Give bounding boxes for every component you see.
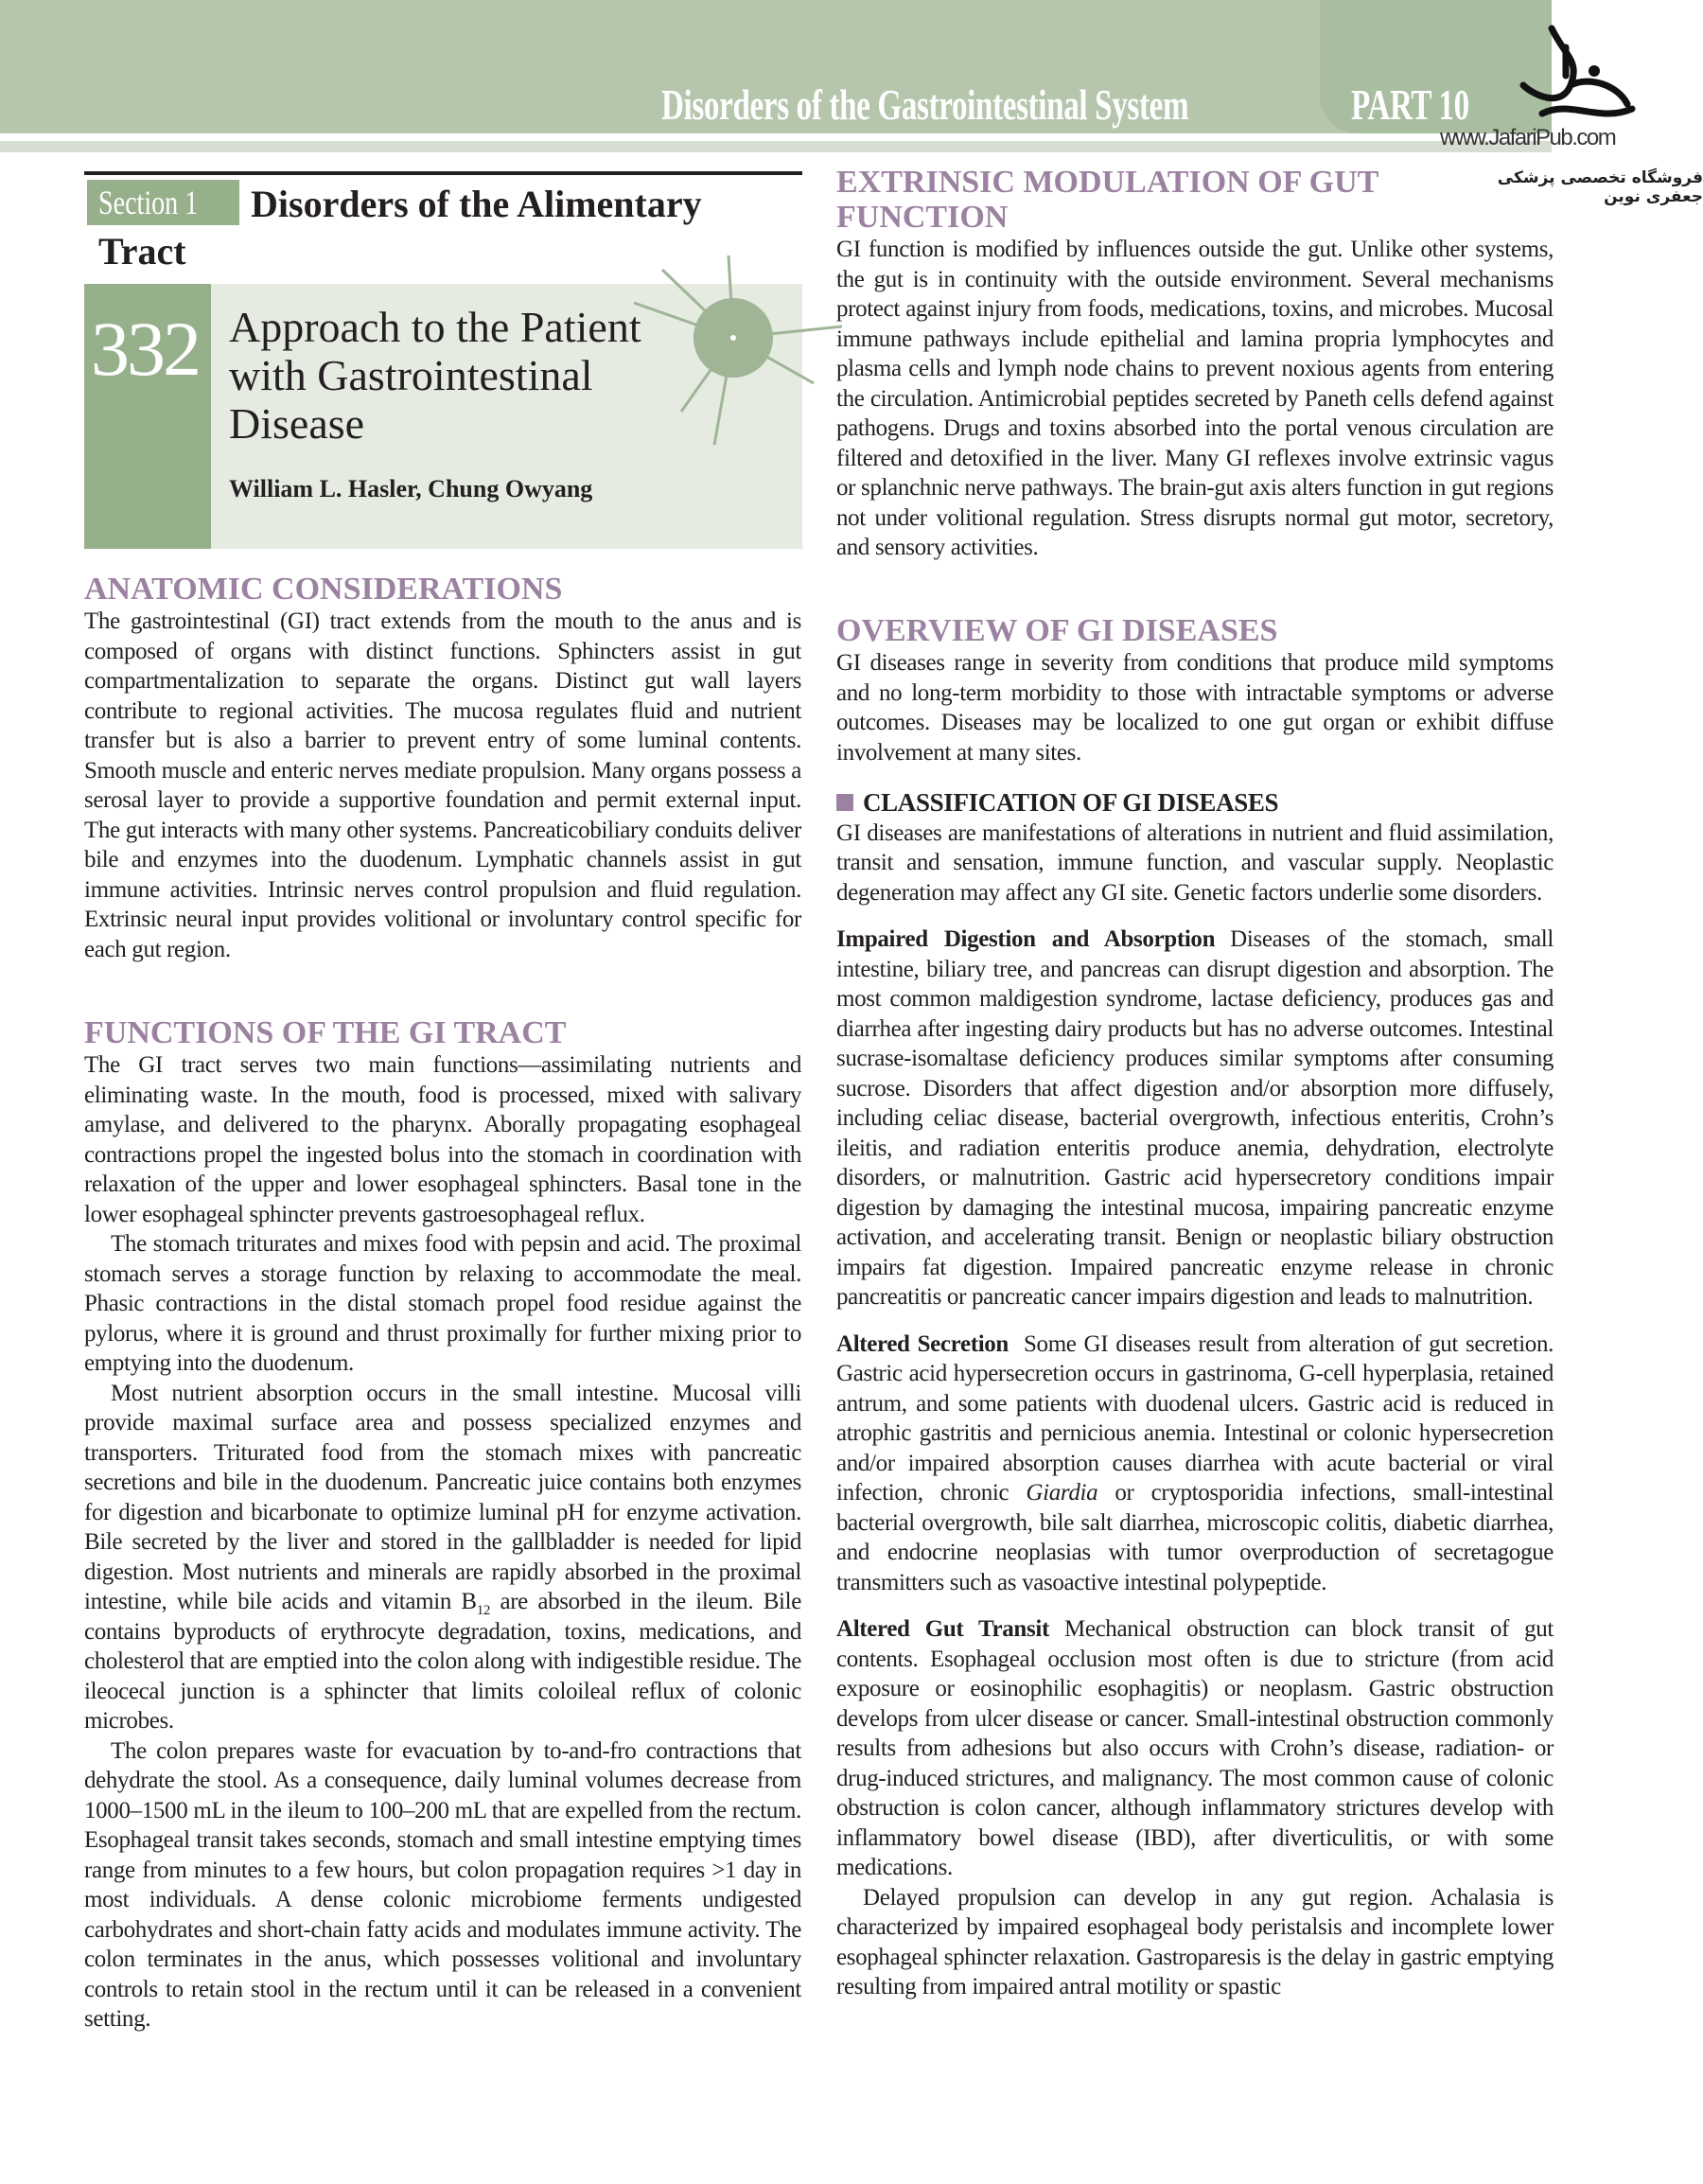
italic-text: Giardia [1026,1480,1098,1506]
run-in-heading: Altered Gut Transit [836,1616,1049,1642]
paragraph: The colon prepares waste for evacuation by to-and-fro contractions that dehydrate the stool. As a consequence, daily luminal volumes decrease from 1000–1500 mL in the ileum to 100–200 mL that are expelled from the rectum. Esophageal transit takes seconds, stomach and small intestine emptying times range from minutes to a few hours, but colon propagation requires >1 day in most individuals. A dense colonic microbiome ferments undigested carbohydrates and short-chain fatty acids and modulates immune activity. The colon terminates in the anus, which possesses volitional and involuntary controls to retain stool in the rectum until it can be released in a convenient setting. [84,1737,801,2032]
paragraph: The gastrointestinal (GI) tract extends from the mouth to the anus and is composed of organs with distinct functions. Sphincters assist in gut compartmentalization to separate the organs. Distinct gut wall layers contribute to regional activities. The mucosa regulates fluid and nutrient transfer but is also a barrier to prevent entry of some luminal contents. Smooth muscle and enteric nerves mediate propulsion. Many organs possess a serosal layer to provide a supportive foundation and permit external input. The gut interacts with many other systems. Pancreaticobiliary conduits deliver bile and enzymes into the duodenum. Lymphatic channels assist in gut immune activities. Intrinsic nerves control propulsion and fluid regulation. Extrinsic neural input provides volitional or involuntary control specific for each gut region. [84,608,801,962]
chapter-title-line: Approach to the Patient [229,303,641,351]
paragraph [836,1614,1554,1883]
chapter-title-line: with Gastrointestinal [229,351,593,399]
heading-text: CLASSIFICATION OF GI DISEASES [863,788,1279,817]
part-label: PART 10 [1351,80,1469,129]
paragraph: GI diseases range in severity from conditions that produce mild symptoms and no long-term morbidity to those with intractable symptoms or adverse outcomes. Diseases may be localized to one gut organ or exhibit diffuse involvement at many sites. [836,650,1554,766]
publisher-url[interactable]: www.JafariPub.com [1440,125,1616,150]
left-column-functions [84,1015,801,2034]
text: Mechanical obstruction can block transit of gut contents. Esophageal occlusion most often is due to stricture (from acid exposure or eosinophilic esophagitis) or neoplasm. Gastric obstruction develops from ulcer disease or cancer. Small-intestinal obstruction commonly results from adhesions but also occurs with Crohn’s disease, radiation- or drug-induced strictures, and malignancy. The most common cause of colonic obstruction is colon cancer, although inflammatory strictures develop with inflammatory bowel disease (IBD), after diverticulitis, or with some medications. [836,1616,1554,1880]
square-bullet-icon [836,794,853,811]
section-title: Disorders of the Alimentary [251,183,702,225]
text: or cryptosporidia infections, small-intestinal bacterial overgrowth, bile salt diarrhea, microscopic colitis, diabetic diarrhea, and endocrine neoplasias with tumor overproduction of secretagogue transmitters such as vasoactive intestinal polypeptide. [836,1480,1554,1595]
left-column [84,572,801,964]
heading-extrinsic: EXTRINSIC MODULATION OF GUT FUNCTION [836,165,1378,235]
chapter-authors: William L. Hasler, Chung Owyang [229,475,593,502]
paragraph: The GI tract serves two main functions—assimilating nutrients and eliminating waste. In the mouth, food is processed, mixed with salivary amylase, and delivered to the pharynx. Aborally propagating esophageal contractions propel the ingested bolus into the stomach in coordination with relaxation of the upper and lower esophageal sphincters. Basal tone in the lower esophageal sphincter prevents gastroesophageal reflux. [84,1052,801,1227]
section-label-box [87,180,239,225]
section-title-cont: Tract [98,230,186,273]
running-title: Disorders of the Gastrointestinal System [661,80,1189,129]
section-label: Section 1 [98,184,199,221]
heading-overview: OVERVIEW OF GI DISEASES [836,613,1278,648]
text: Most nutrient absorption occurs in the small intestine. Mucosal villi provide maximal surface area and possess specialized enzymes and transporters. Triturated food from the stomach mixes with pancreatic secretions and bile in the duodenum. Pancreatic juice contains both enzymes for digestion and bicarbonate to optimize luminal pH for enzyme activation. Bile secreted by the liver and stored in the gallbladder is needed for lipid digestion. Most nutrients and minerals are rapidly absorbed in the proximal intestine, while bile acids and vitamin B [84,1380,801,1614]
ink-splash-decoration-icon [624,251,842,449]
heading-anatomic: ANATOMIC CONSIDERATIONS [84,572,563,607]
right-column-overview [836,613,1554,2002]
paragraph [836,925,1554,1312]
paragraph: GI diseases are manifestations of alterations in nutrient and fluid assimilation, transit and sensation, immune function, and vascular supply. Neoplastic degeneration may affect any GI site. Genetic factors underlie some disorders. [836,819,1554,906]
chapter-title [229,303,641,448]
text: Some GI diseases result from alteration of gut secretion. Gastric acid hypersecretion occurs in gastrinoma, G-cell hyperplasia, retained antrum, and some patients with duodenal ulcers. Gastric acid is reduced in atrophic gastritis and pernicious anemia. Intestinal or colonic hypersecretion and/or impaired absorption causes diarrhea with acute bacterial or viral infection, chronic [836,1330,1554,1506]
text: Diseases of the stomach, small intestine, biliary tree, and pancreas can disrupt digestion and absorption. The most common maldigestion syndrome, lactase deficiency, produces gas and diarrhea after ingesting dairy products but has no adverse outcomes. Intestinal sucrase-isomaltase deficiency produces similar symptoms after consuming sucrose. Disorders that affect digestion and/or absorption more diffusely, including celiac disease, bacterial overgrowth, infectious enteritis, Crohn’s ileitis, and radiation enteritis produce anemia, dehydration, electrolyte disorders, or malnutrition. Gastric acid hypersecretory conditions impair digestion by damaging the intestinal mucosa, impairing pancreatic enzyme activation, and accelerating transit. Benign or neoplastic biliary obstruction impairs fat digestion. Impaired pancreatic enzyme release in chronic pancreatitis or pancreatic cancer impairs digestion and leads to malnutrition. [836,926,1554,1310]
chapter-number: 332 [91,306,199,392]
paragraph [836,1330,1554,1598]
text: are absorbed in the ileum. Bile contains byproducts of erythrocyte degradation, toxins, medications, and cholesterol that are emptied into the colon along with indigestible residue. The ileocecal junction is a sphincter that limits coloileal reflux of colonic microbes. [84,1589,801,1734]
heading-functions: FUNCTIONS OF THE GI TRACT [84,1015,567,1050]
paragraph: GI function is modified by influences outside the gut. Unlike other systems, the gut is in continuity with the outside environment. Several mechanisms protect against injury from foods, medications, toxins, and microbes. Mucosal immune pathways include epithelial and lamina propria lymphocytes and plasma cells and lymph node chains to prevent noxious agents from entering the circulation. Antimicrobial peptides secreted by Paneth cells defend against pathogens. Drugs and toxins absorbed into the portal venous circulation are filtered and detoxified in the liver. Many GI reflexes involve extrinsic vagus or splanchnic nerve pathways. The brain-gut axis alters function in gut regions not under volitional regulation. Stress disrupts normal gut motor, secretory, and sensory activities. [836,237,1554,560]
header-strip [0,141,1552,152]
paragraph: The stomach triturates and mixes food with pepsin and acid. The proximal stomach serves a storage function by relaxing to accommodate the meal. Phasic contractions in the distal stomach propel food residue against the pylorus, where it is ground and thrust proximally for further mixing prior to emptying into the duodenum. [84,1231,801,1376]
paragraph [84,1379,801,1736]
chapter-title-line: Disease [229,399,365,448]
subscript: 12 [476,1603,491,1618]
section-rule [84,171,802,175]
run-in-heading: Altered Secretion [836,1330,1009,1357]
publisher-logo-icon [1514,19,1637,132]
heading-classification [836,788,1554,819]
right-column [836,165,1554,563]
publisher-store-name: فروشگاه تخصصی پزشکی جعفری نوین [1497,168,1703,206]
run-in-heading: Impaired Digestion and Absorption [836,926,1216,952]
paragraph: Delayed propulsion can develop in any gut region. Achalasia is characterized by impaired esophageal body peristalsis and incomplete lower esophageal sphincter relaxation. Gastroparesis is the delay in gastric emptying resulting from impaired antral motility or spastic [836,1884,1554,1999]
